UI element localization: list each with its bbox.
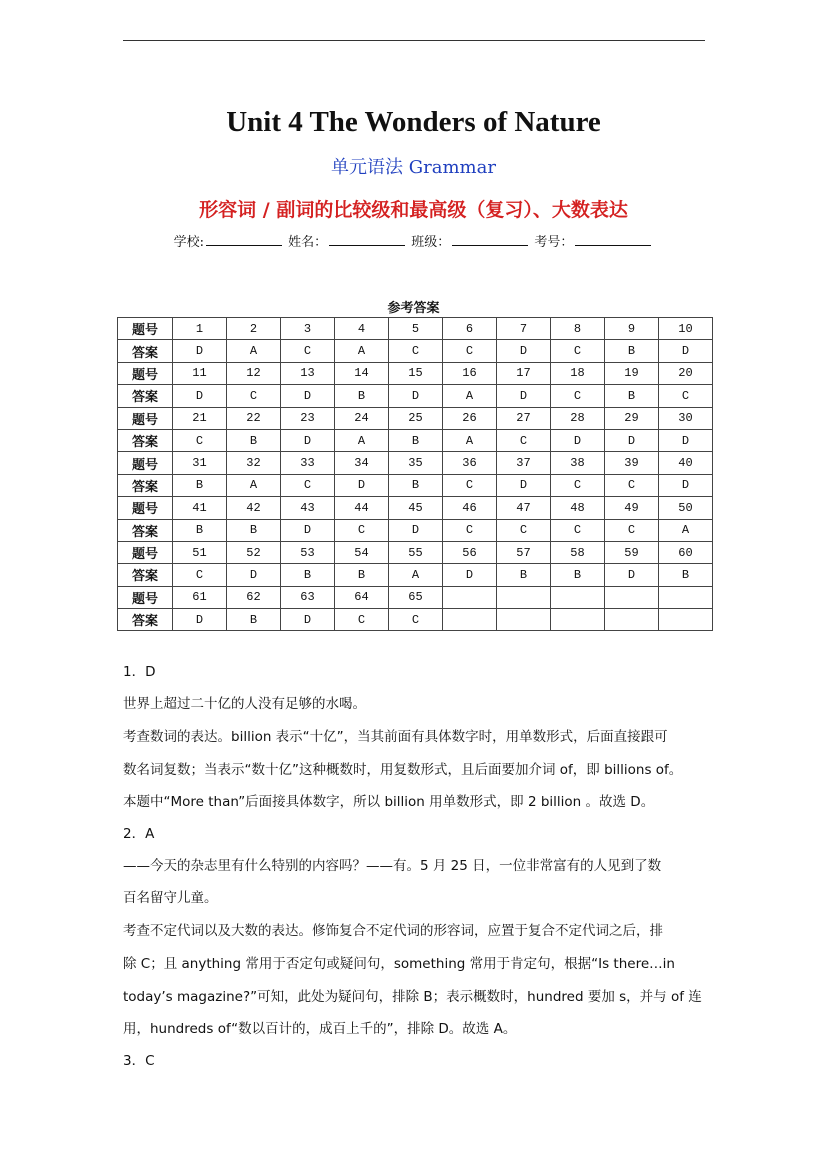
answer-cell: D <box>497 385 551 407</box>
question-number-row <box>118 362 713 384</box>
explanation-line: 考查数词的表达。billion 表示“十亿”，当其前面有具体数字时，用单数形式，后面直接跟可 <box>123 729 668 745</box>
question-number-cell: 12 <box>227 362 281 384</box>
answer-cell: A <box>227 340 281 362</box>
question-number-cell: 27 <box>497 407 551 429</box>
explanation-line: 1．D <box>123 664 156 680</box>
question-number-cell: 4 <box>335 318 389 340</box>
explanation-line: today’s magazine?”可知，此处为疑问句，排除 B；表示概数时，hundred 要加 s，并与 of 连 <box>123 989 702 1005</box>
question-number-cell: 32 <box>227 452 281 474</box>
field-class-label: 班级： <box>411 235 451 250</box>
answer-cell: B <box>281 564 335 586</box>
answer-label: 答案 <box>118 429 173 451</box>
answer-cell: B <box>497 564 551 586</box>
question-number-cell: 38 <box>551 452 605 474</box>
question-number-cell: 34 <box>335 452 389 474</box>
question-number-cell: 54 <box>335 541 389 563</box>
question-number-cell: 19 <box>605 362 659 384</box>
question-number-cell: 6 <box>443 318 497 340</box>
answer-cell: A <box>389 564 443 586</box>
answer-cell: D <box>605 429 659 451</box>
field-number-label: 考号： <box>534 235 574 250</box>
question-number-label: 题号 <box>118 586 173 608</box>
question-number-cell: 13 <box>281 362 335 384</box>
question-number-cell: 46 <box>443 497 497 519</box>
question-number-cell: 14 <box>335 362 389 384</box>
answer-row <box>118 340 713 362</box>
question-number-row <box>118 318 713 340</box>
question-number-cell: 18 <box>551 362 605 384</box>
answer-cell: D <box>497 474 551 496</box>
question-number-cell: 50 <box>659 497 713 519</box>
question-number-row <box>118 452 713 474</box>
question-number-cell: 29 <box>605 407 659 429</box>
answer-cell: A <box>659 519 713 541</box>
answer-cell: A <box>227 474 281 496</box>
question-number-cell <box>605 586 659 608</box>
question-number-label: 题号 <box>118 318 173 340</box>
answer-cell: D <box>281 429 335 451</box>
question-number-label: 题号 <box>118 407 173 429</box>
header-rule <box>123 40 705 41</box>
answer-cell: B <box>173 474 227 496</box>
question-number-cell: 64 <box>335 586 389 608</box>
answer-cell: B <box>551 564 605 586</box>
answer-cell: C <box>551 340 605 362</box>
explanation-line: 除 C；且 anything 常用于否定句或疑问句，something 常用于肯定句，根据“Is there…in <box>123 956 675 972</box>
answer-label: 答案 <box>118 474 173 496</box>
question-number-cell: 30 <box>659 407 713 429</box>
question-number-cell: 62 <box>227 586 281 608</box>
explanation-line: 用，hundreds of“数以百计的，成百上千的”，排除 D。故选 A。 <box>123 1021 517 1037</box>
answer-cell: D <box>659 474 713 496</box>
question-number-cell: 24 <box>335 407 389 429</box>
question-number-cell: 63 <box>281 586 335 608</box>
question-number-cell: 28 <box>551 407 605 429</box>
answer-cell: D <box>281 385 335 407</box>
question-number-cell: 3 <box>281 318 335 340</box>
question-number-cell: 26 <box>443 407 497 429</box>
answer-cell: C <box>281 474 335 496</box>
question-number-cell: 15 <box>389 362 443 384</box>
question-number-cell: 43 <box>281 497 335 519</box>
answer-cell: D <box>551 429 605 451</box>
question-number-cell: 48 <box>551 497 605 519</box>
answer-cell <box>605 609 659 631</box>
question-number-label: 题号 <box>118 497 173 519</box>
answer-cell: C <box>173 564 227 586</box>
question-number-cell: 57 <box>497 541 551 563</box>
question-number-cell: 22 <box>227 407 281 429</box>
question-number-cell: 17 <box>497 362 551 384</box>
question-number-label: 题号 <box>118 362 173 384</box>
question-number-cell: 9 <box>605 318 659 340</box>
question-number-cell <box>443 586 497 608</box>
answer-cell: D <box>173 385 227 407</box>
answer-cell: D <box>443 564 497 586</box>
answer-cell: C <box>173 429 227 451</box>
answer-cell: C <box>389 609 443 631</box>
answer-cell: B <box>659 564 713 586</box>
explanation-line: 考查不定代词以及大数的表达。修饰复合不定代词的形容词，应置于复合不定代词之后，排 <box>123 923 663 939</box>
question-number-cell: 51 <box>173 541 227 563</box>
question-number-cell: 35 <box>389 452 443 474</box>
question-number-row <box>118 541 713 563</box>
answer-cell: C <box>389 340 443 362</box>
answer-cell: C <box>659 385 713 407</box>
answer-cell: D <box>227 564 281 586</box>
question-number-cell: 61 <box>173 586 227 608</box>
answer-cell: C <box>551 474 605 496</box>
answer-cell: C <box>497 429 551 451</box>
answer-cell: D <box>335 474 389 496</box>
answer-key-table <box>117 317 713 631</box>
answer-cell: B <box>227 609 281 631</box>
answer-label: 答案 <box>118 519 173 541</box>
question-number-cell: 39 <box>605 452 659 474</box>
question-number-cell: 55 <box>389 541 443 563</box>
question-number-cell: 45 <box>389 497 443 519</box>
question-number-cell: 60 <box>659 541 713 563</box>
answer-cell: B <box>335 385 389 407</box>
explanation-line: 数名词复数；当表示“数十亿”这种概数时，用复数形式，且后面要加介词 of，即 billions of。 <box>123 762 683 778</box>
answer-cell: B <box>173 519 227 541</box>
answer-cell: C <box>335 609 389 631</box>
question-number-cell: 7 <box>497 318 551 340</box>
answer-label: 答案 <box>118 609 173 631</box>
field-number-blank <box>575 233 651 246</box>
answer-key-title: 参考答案 <box>387 301 440 316</box>
question-number-cell: 53 <box>281 541 335 563</box>
answer-row <box>118 519 713 541</box>
question-number-cell: 42 <box>227 497 281 519</box>
answer-cell: D <box>281 519 335 541</box>
field-school-blank <box>206 233 282 246</box>
question-number-cell: 5 <box>389 318 443 340</box>
question-number-cell: 44 <box>335 497 389 519</box>
answer-row <box>118 385 713 407</box>
explanation-line: ——今天的杂志里有什么特别的内容吗？——有。5 月 25 日，一位非常富有的人见到了数 <box>123 858 662 874</box>
answer-cell <box>443 609 497 631</box>
answer-row <box>118 474 713 496</box>
answer-cell: B <box>605 385 659 407</box>
answer-cell: D <box>173 340 227 362</box>
answer-cell: C <box>443 340 497 362</box>
field-name-blank <box>329 233 405 246</box>
question-number-cell <box>497 586 551 608</box>
answer-cell: B <box>335 564 389 586</box>
answer-cell: C <box>551 385 605 407</box>
question-number-cell: 58 <box>551 541 605 563</box>
question-number-cell <box>659 586 713 608</box>
answer-cell: C <box>227 385 281 407</box>
answer-row <box>118 564 713 586</box>
question-number-row <box>118 586 713 608</box>
question-number-cell: 41 <box>173 497 227 519</box>
answer-cell: A <box>443 429 497 451</box>
field-class-blank <box>452 233 528 246</box>
subtitle: 单元语法 Grammar <box>331 157 496 178</box>
question-number-cell: 47 <box>497 497 551 519</box>
answer-cell: C <box>335 519 389 541</box>
question-number-cell: 16 <box>443 362 497 384</box>
answer-cell: B <box>389 474 443 496</box>
field-school-label: 学校: <box>173 235 204 250</box>
question-number-cell: 2 <box>227 318 281 340</box>
explanation-line: 3．C <box>123 1053 155 1069</box>
answer-cell <box>497 609 551 631</box>
question-number-cell: 65 <box>389 586 443 608</box>
answer-row <box>118 609 713 631</box>
answer-cell: B <box>227 519 281 541</box>
answer-cell: C <box>281 340 335 362</box>
question-number-cell: 31 <box>173 452 227 474</box>
answer-label: 答案 <box>118 340 173 362</box>
answer-cell: D <box>281 609 335 631</box>
answer-cell: C <box>497 519 551 541</box>
answer-cell: D <box>173 609 227 631</box>
answer-cell: C <box>605 474 659 496</box>
question-number-cell: 59 <box>605 541 659 563</box>
answer-cell: D <box>605 564 659 586</box>
question-number-label: 题号 <box>118 452 173 474</box>
question-number-cell: 10 <box>659 318 713 340</box>
question-number-cell: 36 <box>443 452 497 474</box>
question-number-cell <box>551 586 605 608</box>
question-number-row <box>118 407 713 429</box>
explanation-line: 本题中“More than”后面接具体数字，所以 billion 用单数形式，即 2 billion 。故选 D。 <box>123 794 655 810</box>
answer-cell: A <box>443 385 497 407</box>
question-number-cell: 40 <box>659 452 713 474</box>
question-number-cell: 1 <box>173 318 227 340</box>
question-number-cell: 52 <box>227 541 281 563</box>
question-number-label: 题号 <box>118 541 173 563</box>
topic-heading: 形容词 / 副词的比较级和最高级（复习）、大数表达 <box>199 199 628 221</box>
answer-cell: D <box>389 519 443 541</box>
question-number-cell: 23 <box>281 407 335 429</box>
question-number-cell: 56 <box>443 541 497 563</box>
answer-cell: C <box>605 519 659 541</box>
question-number-cell: 49 <box>605 497 659 519</box>
question-number-cell: 33 <box>281 452 335 474</box>
field-name-label: 姓名： <box>288 235 328 250</box>
explanation-line: 2．A <box>123 826 155 842</box>
answer-cell <box>551 609 605 631</box>
question-number-row <box>118 497 713 519</box>
answer-cell: B <box>389 429 443 451</box>
question-number-cell: 37 <box>497 452 551 474</box>
question-number-cell: 11 <box>173 362 227 384</box>
answer-cell: C <box>551 519 605 541</box>
answer-cell: B <box>227 429 281 451</box>
answer-cell: B <box>605 340 659 362</box>
answer-cell: D <box>497 340 551 362</box>
explanation-line: 百名留守儿童。 <box>123 890 218 906</box>
answer-label: 答案 <box>118 564 173 586</box>
answer-cell: D <box>659 340 713 362</box>
answer-cell <box>659 609 713 631</box>
question-number-cell: 25 <box>389 407 443 429</box>
question-number-cell: 8 <box>551 318 605 340</box>
question-number-cell: 21 <box>173 407 227 429</box>
answer-cell: D <box>389 385 443 407</box>
answer-cell: A <box>335 429 389 451</box>
question-number-cell: 20 <box>659 362 713 384</box>
student-info-fields <box>0 231 827 250</box>
answer-cell: C <box>443 474 497 496</box>
answer-label: 答案 <box>118 385 173 407</box>
answer-cell: D <box>659 429 713 451</box>
answer-cell: C <box>443 519 497 541</box>
explanation-line: 世界上超过二十亿的人没有足够的水喝。 <box>123 696 366 712</box>
page-title: Unit 4 The Wonders of Nature <box>226 106 601 138</box>
answer-row <box>118 429 713 451</box>
answer-cell: A <box>335 340 389 362</box>
